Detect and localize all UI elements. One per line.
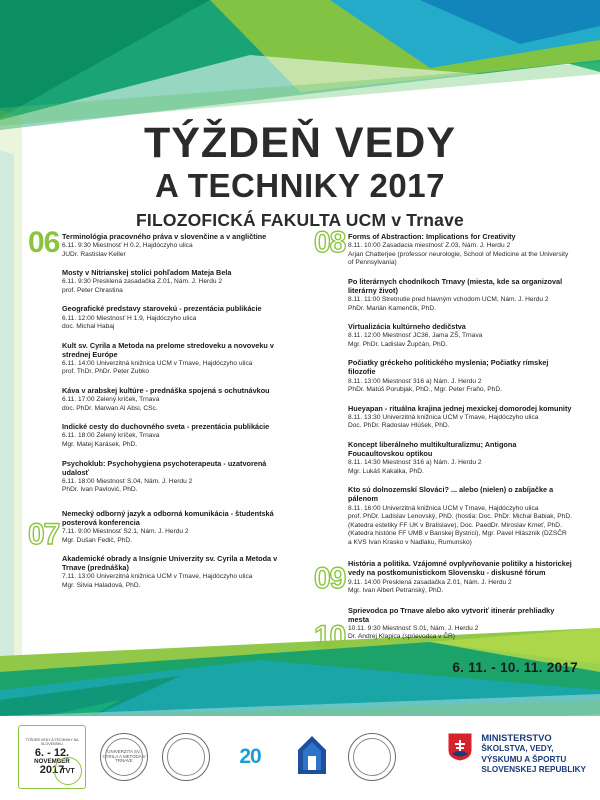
event-meta: 6.11. 14:00 Univerzitná knižnica UCM v Trnave, Hajdóczyho ulica [62, 359, 253, 367]
event-person: PhDr. Ivan Pavlovič, PhD. [62, 486, 138, 494]
event-title: Virtualizácia kultúrneho dedičstva [348, 322, 466, 332]
faculty-seal-icon [162, 733, 210, 781]
event-person: Mgr. Dušan Fedič, PhD. [62, 536, 132, 544]
poster-title-line2: A TECHNIKY 2017 [155, 166, 445, 204]
event-person: Mgr. Ivan Albert Petranský, PhD. [348, 587, 444, 595]
event-person: Mgr. Silvia Haladová, PhD. [62, 581, 141, 589]
list-item [28, 422, 286, 449]
slovak-crest-icon [447, 732, 473, 762]
poster-faculty: FILOZOFICKÁ FAKULTA UCM v Trnave [136, 209, 464, 230]
list-item [314, 485, 572, 547]
event-title: Indické cesty do duchovného sveta - prezentácia publikácie [62, 422, 270, 432]
event-meta: 6.11. 9:30 Presklená zasadačka Z.01, Nám. J. Herdu 2 [62, 278, 223, 286]
event-title: Terminológia pracovného práva v slovenčine a v angličtine [62, 232, 267, 241]
event-meta: 8.11. 13:30 Univerzitná knižnica UCM v Trnave, Hajdóczyho ulica [348, 413, 539, 421]
event-person: PhDr. Matúš Porubjak, PhD., Mgr. Peter Fraňo, PhD. [348, 386, 502, 394]
event-title: Počiatky gréckeho politického myslenia; Počiatky rímskej filozofie [348, 358, 549, 377]
event-person: Mgr. PhDr. Ladislav Župčán, PhD. [348, 340, 448, 348]
event-meta: 8.11. 10:00 Zasadacia miestnosť Z.03, Nám. J. Herdu 2 [348, 242, 511, 250]
event-meta: 6.11. 18:00 Miestnosť S.04, Nám. J. Herdu 2 [62, 477, 193, 485]
event-title: História a politika. Vzájomné ovplyvňovanie politiky a historickej vedy na postkomunistickom Slovensku - diskusné fórum [348, 559, 572, 578]
event-meta: 7.11. 9:00 Miestnosť S2.1, Nám. J. Herdu 2 [62, 528, 189, 536]
ministry-line2: ŠKOLSTVA, VEDY, [481, 744, 554, 754]
list-item [314, 277, 572, 313]
event-person: prof. ThDr. PhDr. Peter Zubko [62, 368, 150, 376]
university-seal-label: UNIVERZITA SV. CYRILA A METODA V TRNAVE [102, 748, 146, 764]
anniversary-number: 20 [239, 745, 261, 768]
list-item [314, 440, 572, 476]
footer-logos [0, 716, 600, 800]
list-item [314, 404, 572, 431]
list-item [28, 304, 286, 331]
event-meta: 8.11. 11:00 Stretnutie pred hlavným vchodom UCM, Nám. J. Herdu 2 [348, 296, 549, 304]
event-meta: 8.11. 14:30 Miestnosť 316 a) Nám. J. Herdu 2 [348, 459, 482, 467]
list-item [28, 554, 286, 590]
event-title: Koncept liberálneho multikulturalizmu; Antigona Foucaultovskou optikou [348, 439, 517, 459]
event-meta: 8.11. 12:00 Miestnosť JC36, Jama ZŠ, Trnava [348, 332, 483, 340]
poster-date-range: 6. 11. - 10. 11. 2017 [452, 660, 578, 675]
university-seal-icon [100, 733, 148, 781]
day-marker-08: 08 [314, 226, 346, 259]
event-person: prof. PhDr. Ladislav Lenovský, PhD. (hostia: Doc. PhDr. Michal Babiak, PhD. (Katedra estetiky FF UK v Bratislave), Doc. PaedDr. Miroslav Kmeť, PhD. (Katedra histórie FF UMB v Banskej Bystrici), Mgr. Pavel Hlásznik (DZSČR a KVS Ivan Krasko v Nadlaku, Rumunsko) [348, 513, 572, 546]
logo-strip [18, 724, 396, 790]
tvt-logo-line1: TÝŽDEŇ VEDY A TECHNIKY NA SLOVENSKU [25, 737, 79, 746]
event-title: Káva v arabskej kultúre - prednáška spojená s ochutnávkou [62, 386, 270, 396]
tvt-logo [18, 725, 86, 789]
event-title: Geografické predstavy starovekú - prezentácia publikácie [62, 304, 262, 314]
tvt-logo-line3: NOVEMBER [34, 758, 70, 766]
event-meta: 6.11. 17:00 Zelený kríček, Trnava [62, 396, 160, 404]
event-person: doc. PhDr. Marwan Al Absi, CSc. [62, 404, 158, 412]
list-item [28, 232, 286, 259]
event-person: doc. Michal Habaj [62, 323, 115, 331]
list-item [314, 322, 572, 349]
event-person: Arjan Chatterjee (professor neurologie, School of Medicine at the University of Pennsylvania) [348, 250, 569, 267]
event-meta: 6.11. 12:00 Miestnosť H 1.9, Hajdóczyho ulica [62, 314, 197, 322]
program-column-left [28, 226, 286, 600]
event-title: Sprievodca po Trnave alebo ako vytvoriť itinerár prehliadky mesta [348, 605, 555, 624]
event-person: PhDr. Marián Kamenčík, PhD. [348, 304, 436, 312]
event-meta: 8.11. 16:00 Univerzitná knižnica UCM v Trnave, Hajdóczyho ulica [348, 504, 539, 512]
event-meta: 6.11. 9:30 Miestnosť H 0.2, Hajdóczyho ulica [62, 242, 193, 250]
event-title: Akademické obrady a Insígnie Univerzity sv. Cyrila a Metoda v Trnave (prednáška) [62, 554, 278, 573]
event-person: prof. Peter Chrastina [62, 286, 123, 294]
ministry-line1: MINISTERSTVO [481, 732, 552, 743]
event-person: Mgr. Lukáš Kakalka, PhD. [348, 467, 424, 475]
list-item [314, 358, 572, 394]
event-title: Nemecký odborný jazyk a odborná komunikácia - študentská posterová konferencia [62, 508, 274, 527]
ministry-logo [447, 732, 586, 776]
event-title: Kto sú dolnozemskí Slováci? ... alebo (nielen) o zabíjačke a pálenom [348, 485, 554, 504]
event-title: Forms of Abstraction: Implications for Creativity [348, 232, 516, 241]
ministry-line3: VÝSKUMU A ŠPORTU [481, 754, 567, 764]
event-meta: 7.11. 13:00 Univerzitná knižnica UCM v Trnave, Hajdóczyho ulica [62, 573, 253, 581]
event-title: Hueyapan - rituálna krajina jednej mexickej domorodej komunity [348, 403, 572, 413]
list-item [314, 606, 572, 642]
tech-university-seal-icon [348, 733, 396, 781]
event-title: Psychoklub: Psychohygiena psychoterapeuta - uzatvorená udalosť [62, 458, 267, 477]
ministry-text [481, 732, 586, 776]
partner-logo-blue-icon [292, 734, 332, 782]
anniversary-logo [224, 734, 276, 780]
event-person: Mgr. Matej Karásek, PhD. [62, 440, 138, 448]
poster-title-block [0, 119, 600, 231]
list-item [28, 459, 286, 495]
list-item [28, 386, 286, 413]
ministry-line4: SLOVENSKEJ REPUBLIKY [481, 765, 586, 775]
event-meta: 9.11. 14:00 Presklená zasadačka Z.01, Nám. J. Herdu 2 [348, 578, 512, 586]
list-item [28, 509, 286, 545]
event-meta: 10.11. 9:30 Miestnosť S.01, Nám. J. Herdu 2 [348, 624, 479, 632]
event-meta: 6.11. 18:00 Zelený kríček, Trnava [62, 432, 160, 440]
list-item [314, 559, 572, 595]
list-item [28, 341, 286, 377]
event-title: Kult sv. Cyrila a Metoda na prelome stredoveku a novoveku v strednej Európe [62, 340, 274, 359]
event-title: Mosty v Nitrianskej stolici pohľadom Mateja Bela [62, 268, 232, 278]
partner-logo-blue [290, 732, 334, 782]
tvt-logo-line4: 2017 [39, 764, 65, 777]
day-marker-10: 10 [314, 620, 346, 653]
event-meta: 8.11. 13:00 Miestnosť 316 a) Nám. J. Herdu 2 [348, 377, 482, 385]
event-title: Po literárnych chodníkoch Trnavy (miesta, kde sa organizoval literárny život) [348, 276, 563, 295]
program-columns [0, 226, 600, 653]
tvt-mark: TVT [54, 757, 82, 785]
list-item [28, 268, 286, 295]
event-person: Dr. Andrej Klapica (sprievodca v ČR) [348, 633, 456, 641]
program-column-right [314, 226, 572, 653]
event-person: JUDr. Rastislav Keller [62, 250, 126, 258]
event-person: Doc. PhDr. Radoslav Hlúšek, PhD. [348, 422, 450, 430]
tvt-logo-line2: 6. - 12. [34, 747, 70, 760]
list-item [314, 232, 572, 268]
day-marker-09: 09 [314, 562, 346, 595]
day-marker-07: 07 [28, 518, 60, 551]
poster-title-line1: TÝŽDEŇ VEDY [143, 119, 457, 167]
day-marker-06: 06 [28, 226, 60, 259]
